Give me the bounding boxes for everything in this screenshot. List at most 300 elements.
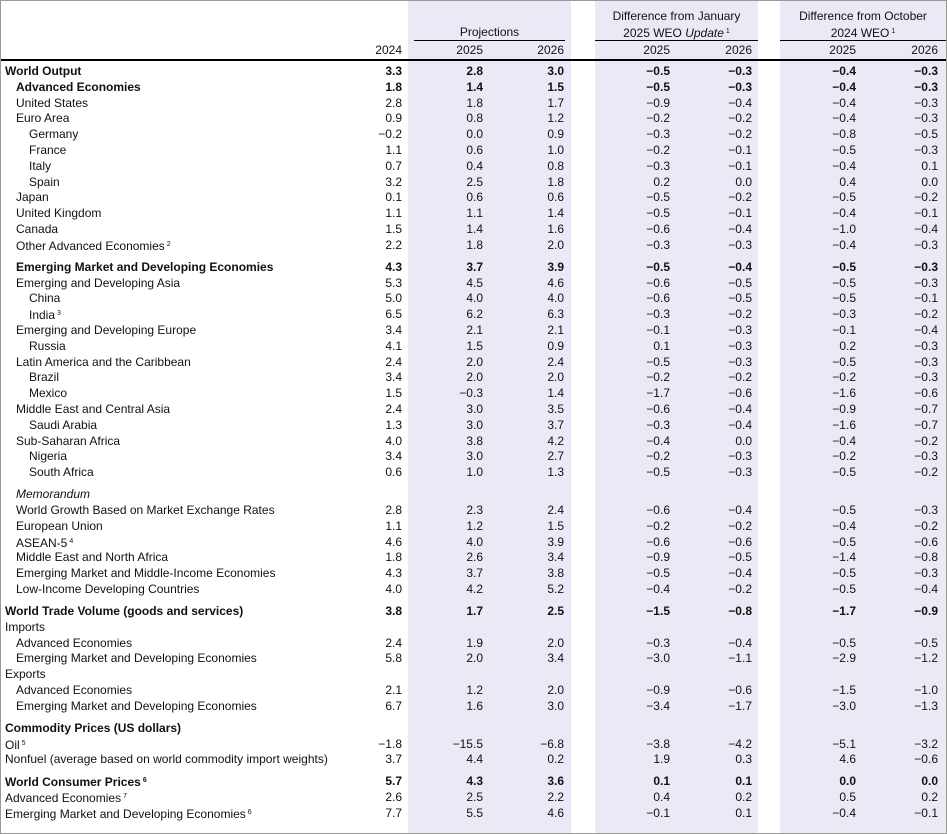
cell-value: 3.4: [385, 323, 402, 337]
cell-value: −0.6: [914, 534, 938, 549]
cell-value: −0.4: [832, 433, 856, 448]
row-label: Commodity Prices (US dollars): [5, 720, 182, 735]
cell-value: 5.2: [547, 582, 564, 596]
row-label: South Africa: [29, 465, 94, 480]
footnote-marker: 6: [142, 777, 147, 785]
cell-value: 4.3: [385, 566, 402, 581]
cell-value: 4.0: [547, 291, 564, 306]
row-label: ASEAN-5 $^4$: [16, 535, 74, 550]
cell-value: −0.5: [832, 275, 856, 290]
table-row: [1, 650, 946, 666]
cell-value: −0.2: [914, 307, 938, 322]
cell-value: −0.3: [914, 79, 938, 94]
cell-value: −0.5: [914, 635, 938, 650]
cell-value: 2.0: [466, 370, 483, 385]
row-label: Middle East and Central Asia: [16, 402, 171, 416]
cell-value: −0.5: [832, 635, 856, 650]
cell-value: 0.0: [735, 174, 752, 189]
cell-value: 3.4: [385, 370, 402, 385]
row-label: Emerging Market and Developing Economies $^6$: [5, 807, 252, 821]
cell-value: 1.5: [547, 79, 564, 94]
cell-value: 3.4: [547, 550, 564, 565]
cell-value: −0.6: [646, 534, 670, 549]
cell-value: −0.3: [832, 307, 856, 322]
table-row: [1, 385, 946, 401]
cell-value: −0.4: [728, 635, 752, 650]
cell-value: −0.3: [914, 370, 938, 385]
cell-value: 5.7: [385, 774, 402, 789]
rule-diff-jan: [595, 40, 758, 41]
cell-value: −1.5: [646, 604, 670, 618]
cell-value: −0.4: [832, 806, 856, 820]
cell-value: −0.4: [914, 222, 938, 236]
cell-value: 3.0: [547, 64, 564, 78]
cell-value: 2.1: [547, 323, 564, 337]
col-2025-oct: 2025: [829, 43, 856, 57]
cell-value: 4.2: [466, 582, 483, 596]
cell-value: 3.7: [466, 259, 483, 274]
row-label: Spain: [29, 174, 60, 189]
header-bottom-rule: [1, 59, 946, 61]
row-label: United States: [16, 95, 89, 110]
cell-value: 2.2: [385, 237, 402, 252]
row-label: Memorandum: [16, 487, 91, 502]
cell-value: −0.5: [832, 566, 856, 581]
cell-value: 6.5: [385, 307, 402, 322]
cell-value: 4.2: [547, 433, 564, 448]
table-row: [1, 518, 946, 534]
table-row: [1, 237, 946, 253]
cell-value: 7.7: [385, 806, 402, 820]
header-diff-jan-line2: 2025 WEO Update $^1$: [623, 26, 730, 40]
header-projections: Projections: [459, 25, 520, 39]
cell-value: −0.6: [728, 534, 752, 549]
cell-value: 0.9: [547, 338, 564, 353]
cell-value: 1.8: [385, 79, 402, 94]
row-label: European Union: [16, 518, 103, 533]
cell-value: −0.4: [646, 582, 670, 596]
cell-value: −0.3: [914, 259, 938, 274]
cell-value: 0.4: [653, 790, 670, 805]
row-label: Emerging Market and Developing Economies: [16, 259, 274, 274]
cell-value: 1.5: [547, 518, 564, 533]
cell-value: −0.4: [832, 64, 856, 78]
cell-value: 6.2: [466, 307, 483, 322]
cell-value: −0.4: [832, 111, 856, 126]
cell-value: 0.6: [466, 143, 483, 157]
cell-value: −0.2: [914, 433, 938, 448]
table-row: [1, 126, 946, 142]
cell-value: −0.1: [914, 291, 938, 306]
cell-value: −3.4: [646, 698, 670, 713]
cell-value: −0.3: [646, 307, 670, 322]
cell-value: −0.5: [646, 259, 670, 274]
cell-value: −0.3: [646, 417, 670, 432]
row-label: Advanced Economies: [16, 683, 133, 697]
cell-value: −0.6: [646, 222, 670, 236]
table-row: [1, 464, 946, 480]
cell-value: 1.9: [466, 635, 483, 650]
cell-value: −0.3: [728, 64, 752, 78]
footnote-marker: 1: [725, 28, 730, 35]
table-row: [1, 549, 946, 565]
cell-value: −0.3: [728, 354, 752, 369]
table-row: [1, 290, 946, 306]
footnote-marker: 5: [21, 739, 26, 747]
cell-value: −0.5: [832, 534, 856, 549]
col-2026-jan: 2026: [725, 43, 752, 57]
cell-value: 5.8: [385, 651, 402, 666]
cell-value: −0.5: [832, 291, 856, 306]
table-row: [1, 79, 946, 95]
cell-value: −0.8: [832, 127, 856, 142]
cell-value: −0.5: [832, 354, 856, 369]
cell-value: −0.3: [914, 354, 938, 369]
row-label: China: [29, 291, 61, 306]
cell-value: −0.1: [914, 206, 938, 221]
cell-value: −1.1: [728, 651, 752, 666]
cell-value: −0.4: [832, 158, 856, 173]
cell-value: −6.8: [540, 736, 564, 751]
cell-value: −3.2: [914, 736, 938, 751]
cell-value: 2.0: [466, 651, 483, 666]
cell-value: −0.2: [832, 370, 856, 385]
row-label: Emerging Market and Middle-Income Economies: [16, 566, 276, 581]
cell-value: −0.3: [914, 503, 938, 517]
cell-value: 2.0: [547, 370, 564, 385]
cell-value: −0.4: [832, 95, 856, 110]
table-row: [1, 682, 946, 698]
cell-value: 0.2: [839, 338, 856, 353]
cell-value: −0.2: [728, 111, 752, 126]
cell-value: 3.2: [385, 174, 402, 189]
col-2025-jan: 2025: [643, 43, 670, 57]
row-label: Brazil: [29, 370, 60, 385]
row-label: Exports: [5, 667, 46, 682]
footnote-marker: 3: [57, 310, 61, 318]
row-label: Advanced Economies: [16, 635, 133, 650]
table-row: [1, 603, 946, 619]
table-row: [1, 221, 946, 237]
cell-value: 1.8: [547, 174, 564, 189]
cell-value: 4.3: [466, 774, 483, 789]
row-label: Russia: [29, 338, 66, 353]
cell-value: −1.0: [832, 222, 856, 236]
cell-value: 1.2: [547, 111, 564, 126]
cell-value: 3.4: [547, 651, 564, 666]
table-row: [1, 275, 946, 291]
cell-value: 2.6: [385, 790, 402, 805]
cell-value: −0.5: [832, 503, 856, 517]
cell-value: −0.6: [728, 683, 752, 697]
cell-value: −0.5: [832, 259, 856, 274]
cell-value: −0.1: [646, 323, 670, 337]
cell-value: −0.1: [728, 158, 752, 173]
row-label: Emerging Market and Developing Economies: [16, 698, 257, 713]
row-label: Emerging Market and Developing Economies: [16, 651, 257, 666]
cell-value: −0.4: [728, 95, 752, 110]
cell-value: 0.0: [839, 774, 856, 789]
cell-value: −0.5: [646, 190, 670, 205]
cell-value: 2.8: [385, 503, 402, 517]
cell-value: −0.3: [914, 111, 938, 126]
cell-value: 2.5: [466, 174, 483, 189]
cell-value: −0.9: [914, 604, 938, 618]
cell-value: −0.3: [914, 338, 938, 353]
cell-value: 3.8: [385, 604, 402, 618]
row-label: Latin America and the Caribbean: [16, 354, 191, 369]
cell-value: −0.5: [646, 566, 670, 581]
cell-value: −0.8: [728, 604, 752, 618]
cell-value: 0.4: [839, 174, 856, 189]
cell-value: −0.3: [914, 237, 938, 252]
cell-value: 1.9: [653, 752, 670, 767]
footnote-marker: 4: [69, 537, 74, 545]
table-row: [1, 63, 946, 79]
cell-value: 2.1: [385, 683, 402, 697]
cell-value: 3.6: [547, 774, 564, 789]
cell-value: −0.1: [832, 323, 856, 337]
cell-value: 4.0: [385, 582, 402, 596]
cell-value: 3.9: [547, 259, 564, 274]
cell-value: 1.4: [547, 206, 564, 221]
table-row: [1, 565, 946, 581]
cell-value: −0.3: [646, 635, 670, 650]
cell-value: 0.1: [653, 774, 670, 789]
cell-value: −0.4: [728, 417, 752, 432]
cell-value: −0.6: [914, 386, 938, 401]
cell-value: −1.7: [646, 386, 670, 401]
cell-value: 3.5: [547, 402, 564, 416]
cell-value: −0.2: [646, 143, 670, 157]
cell-value: −0.4: [914, 582, 938, 596]
rule-diff-oct: [780, 40, 946, 41]
cell-value: 0.2: [653, 174, 670, 189]
cell-value: 4.5: [466, 275, 483, 290]
cell-value: 1.6: [466, 698, 483, 713]
cell-value: 2.5: [466, 790, 483, 805]
row-label: Sub-Saharan Africa: [16, 433, 121, 448]
cell-value: 1.4: [466, 79, 483, 94]
table-row: [1, 502, 946, 518]
cell-value: 3.7: [547, 417, 564, 432]
cell-value: −0.2: [728, 582, 752, 596]
cell-value: −0.2: [914, 465, 938, 480]
cell-value: −0.2: [728, 518, 752, 533]
cell-value: 6.7: [385, 698, 402, 713]
cell-value: −0.4: [832, 79, 856, 94]
cell-value: −0.3: [914, 449, 938, 464]
cell-value: −0.6: [646, 402, 670, 416]
cell-value: −0.9: [646, 95, 670, 110]
cell-value: 0.5: [839, 790, 856, 805]
table-row: [1, 338, 946, 354]
row-label: Imports: [5, 619, 46, 634]
cell-value: 2.7: [547, 449, 564, 464]
cell-value: −5.1: [832, 736, 856, 751]
cell-value: 2.0: [547, 237, 564, 252]
cell-value: −0.5: [646, 206, 670, 221]
cell-value: 0.1: [735, 774, 752, 789]
cell-value: 3.9: [547, 534, 564, 549]
cell-value: 0.1: [653, 338, 670, 353]
cell-value: 3.3: [385, 64, 402, 78]
row-label: Nonfuel (average based on world commodity import weights): [5, 752, 328, 767]
cell-value: −0.2: [728, 190, 752, 205]
cell-value: −15.5: [452, 736, 483, 751]
cell-value: −1.6: [832, 386, 856, 401]
cell-value: 2.3: [466, 503, 483, 517]
cell-value: −0.3: [728, 338, 752, 353]
cell-value: 0.1: [385, 190, 402, 205]
cell-value: −0.4: [728, 566, 752, 581]
table-row: [1, 95, 946, 111]
cell-value: −2.9: [832, 651, 856, 666]
cell-value: 2.4: [547, 354, 564, 369]
footnote-marker: 6: [247, 809, 252, 816]
cell-value: −0.9: [832, 402, 856, 416]
cell-value: 4.4: [466, 752, 483, 767]
cell-value: 2.1: [466, 323, 483, 337]
cell-value: −0.3: [914, 566, 938, 581]
row-label: Japan: [16, 190, 49, 205]
cell-value: 1.1: [385, 518, 402, 533]
cell-value: 3.0: [466, 449, 483, 464]
cell-value: 4.3: [385, 259, 402, 274]
row-label: Oil $^5$: [5, 737, 26, 752]
cell-value: 0.9: [385, 111, 402, 126]
cell-value: 0.0: [466, 127, 483, 142]
cell-value: 2.2: [547, 790, 564, 805]
cell-value: −0.5: [914, 127, 938, 142]
cell-value: 1.7: [547, 95, 564, 110]
table-row: [1, 805, 946, 821]
row-label: Nigeria: [29, 449, 68, 464]
cell-value: 2.0: [547, 683, 564, 697]
table-row: [1, 417, 946, 433]
cell-value: −1.4: [832, 550, 856, 565]
cell-value: −0.2: [914, 518, 938, 533]
row-label: World Consumer Prices $^6$: [5, 775, 147, 790]
cell-value: 2.4: [547, 503, 564, 517]
row-label: Mexico: [29, 386, 68, 401]
cell-value: −0.6: [646, 275, 670, 290]
cell-value: 4.1: [385, 338, 402, 353]
header-diff-jan-line1: Difference from January: [612, 9, 741, 23]
table-row: [1, 189, 946, 205]
cell-value: −0.6: [728, 386, 752, 401]
cell-value: 0.3: [735, 752, 752, 767]
row-label: Advanced Economies $^7$: [5, 791, 127, 806]
cell-value: −0.2: [646, 370, 670, 385]
row-label: Euro Area: [16, 111, 70, 126]
cell-value: −0.3: [914, 95, 938, 110]
cell-value: −1.6: [832, 417, 856, 432]
cell-value: −0.3: [914, 143, 938, 157]
cell-value: 2.6: [466, 550, 483, 565]
cell-value: 0.0: [921, 174, 938, 189]
cell-value: 3.8: [547, 566, 564, 581]
cell-value: −0.2: [378, 127, 402, 142]
table-row: [1, 369, 946, 385]
table-row: [1, 534, 946, 550]
cell-value: −0.5: [728, 550, 752, 565]
cell-value: −0.7: [914, 402, 938, 416]
cell-value: 3.0: [466, 417, 483, 432]
cell-value: 1.1: [385, 206, 402, 221]
cell-value: −0.3: [728, 237, 752, 252]
col-2025-proj: 2025: [456, 43, 483, 57]
cell-value: −0.1: [728, 206, 752, 221]
cell-value: 4.6: [385, 534, 402, 549]
table-row: [1, 205, 946, 221]
cell-value: 3.8: [466, 433, 483, 448]
footnote-marker: 7: [123, 793, 127, 801]
table-row: [1, 635, 946, 651]
cell-value: −0.5: [832, 465, 856, 480]
cell-value: 0.4: [466, 158, 483, 173]
row-label: Low-Income Developing Countries: [16, 582, 200, 596]
cell-value: 6.3: [547, 307, 564, 322]
cell-value: 4.0: [466, 291, 483, 306]
cell-value: −3.8: [646, 736, 670, 751]
cell-value: −0.5: [832, 582, 856, 596]
cell-value: −1.2: [914, 651, 938, 666]
cell-value: 0.7: [385, 158, 402, 173]
cell-value: −0.3: [728, 79, 752, 94]
cell-value: −0.3: [728, 465, 752, 480]
header-diff-oct-line1: Difference from October: [799, 9, 927, 23]
cell-value: −0.2: [646, 449, 670, 464]
row-label: Canada: [16, 222, 59, 236]
cell-value: −0.2: [728, 127, 752, 142]
cell-value: 0.1: [735, 806, 752, 820]
cell-value: −0.4: [832, 237, 856, 252]
table-row: [1, 322, 946, 338]
footnote-marker: 2: [166, 240, 171, 248]
cell-value: −0.5: [832, 190, 856, 205]
cell-value: 5.0: [385, 291, 402, 306]
cell-value: 0.6: [466, 190, 483, 205]
table-row: [1, 142, 946, 158]
cell-value: 0.8: [547, 158, 564, 173]
cell-value: 4.6: [547, 275, 564, 290]
cell-value: 1.3: [385, 417, 402, 432]
cell-value: −0.3: [728, 323, 752, 337]
cell-value: −0.3: [646, 237, 670, 252]
cell-value: 1.1: [385, 143, 402, 157]
cell-value: 0.2: [735, 790, 752, 805]
cell-value: −0.4: [728, 503, 752, 517]
cell-value: −4.2: [728, 736, 752, 751]
cell-value: 0.0: [735, 433, 752, 448]
cell-value: 2.5: [547, 604, 564, 618]
cell-value: −0.3: [914, 64, 938, 78]
table-row: [1, 448, 946, 464]
cell-value: 1.8: [466, 237, 483, 252]
table-row: [1, 174, 946, 190]
cell-value: 0.0: [921, 774, 938, 789]
table-row: [1, 720, 946, 736]
row-label: World Trade Volume (goods and services): [5, 604, 244, 618]
cell-value: 3.0: [466, 402, 483, 416]
rule-projections: [414, 40, 565, 41]
cell-value: 0.6: [547, 190, 564, 205]
cell-value: 4.0: [385, 433, 402, 448]
cell-value: 2.8: [466, 64, 483, 78]
cell-value: 3.4: [385, 449, 402, 464]
cell-value: 1.0: [466, 465, 483, 480]
